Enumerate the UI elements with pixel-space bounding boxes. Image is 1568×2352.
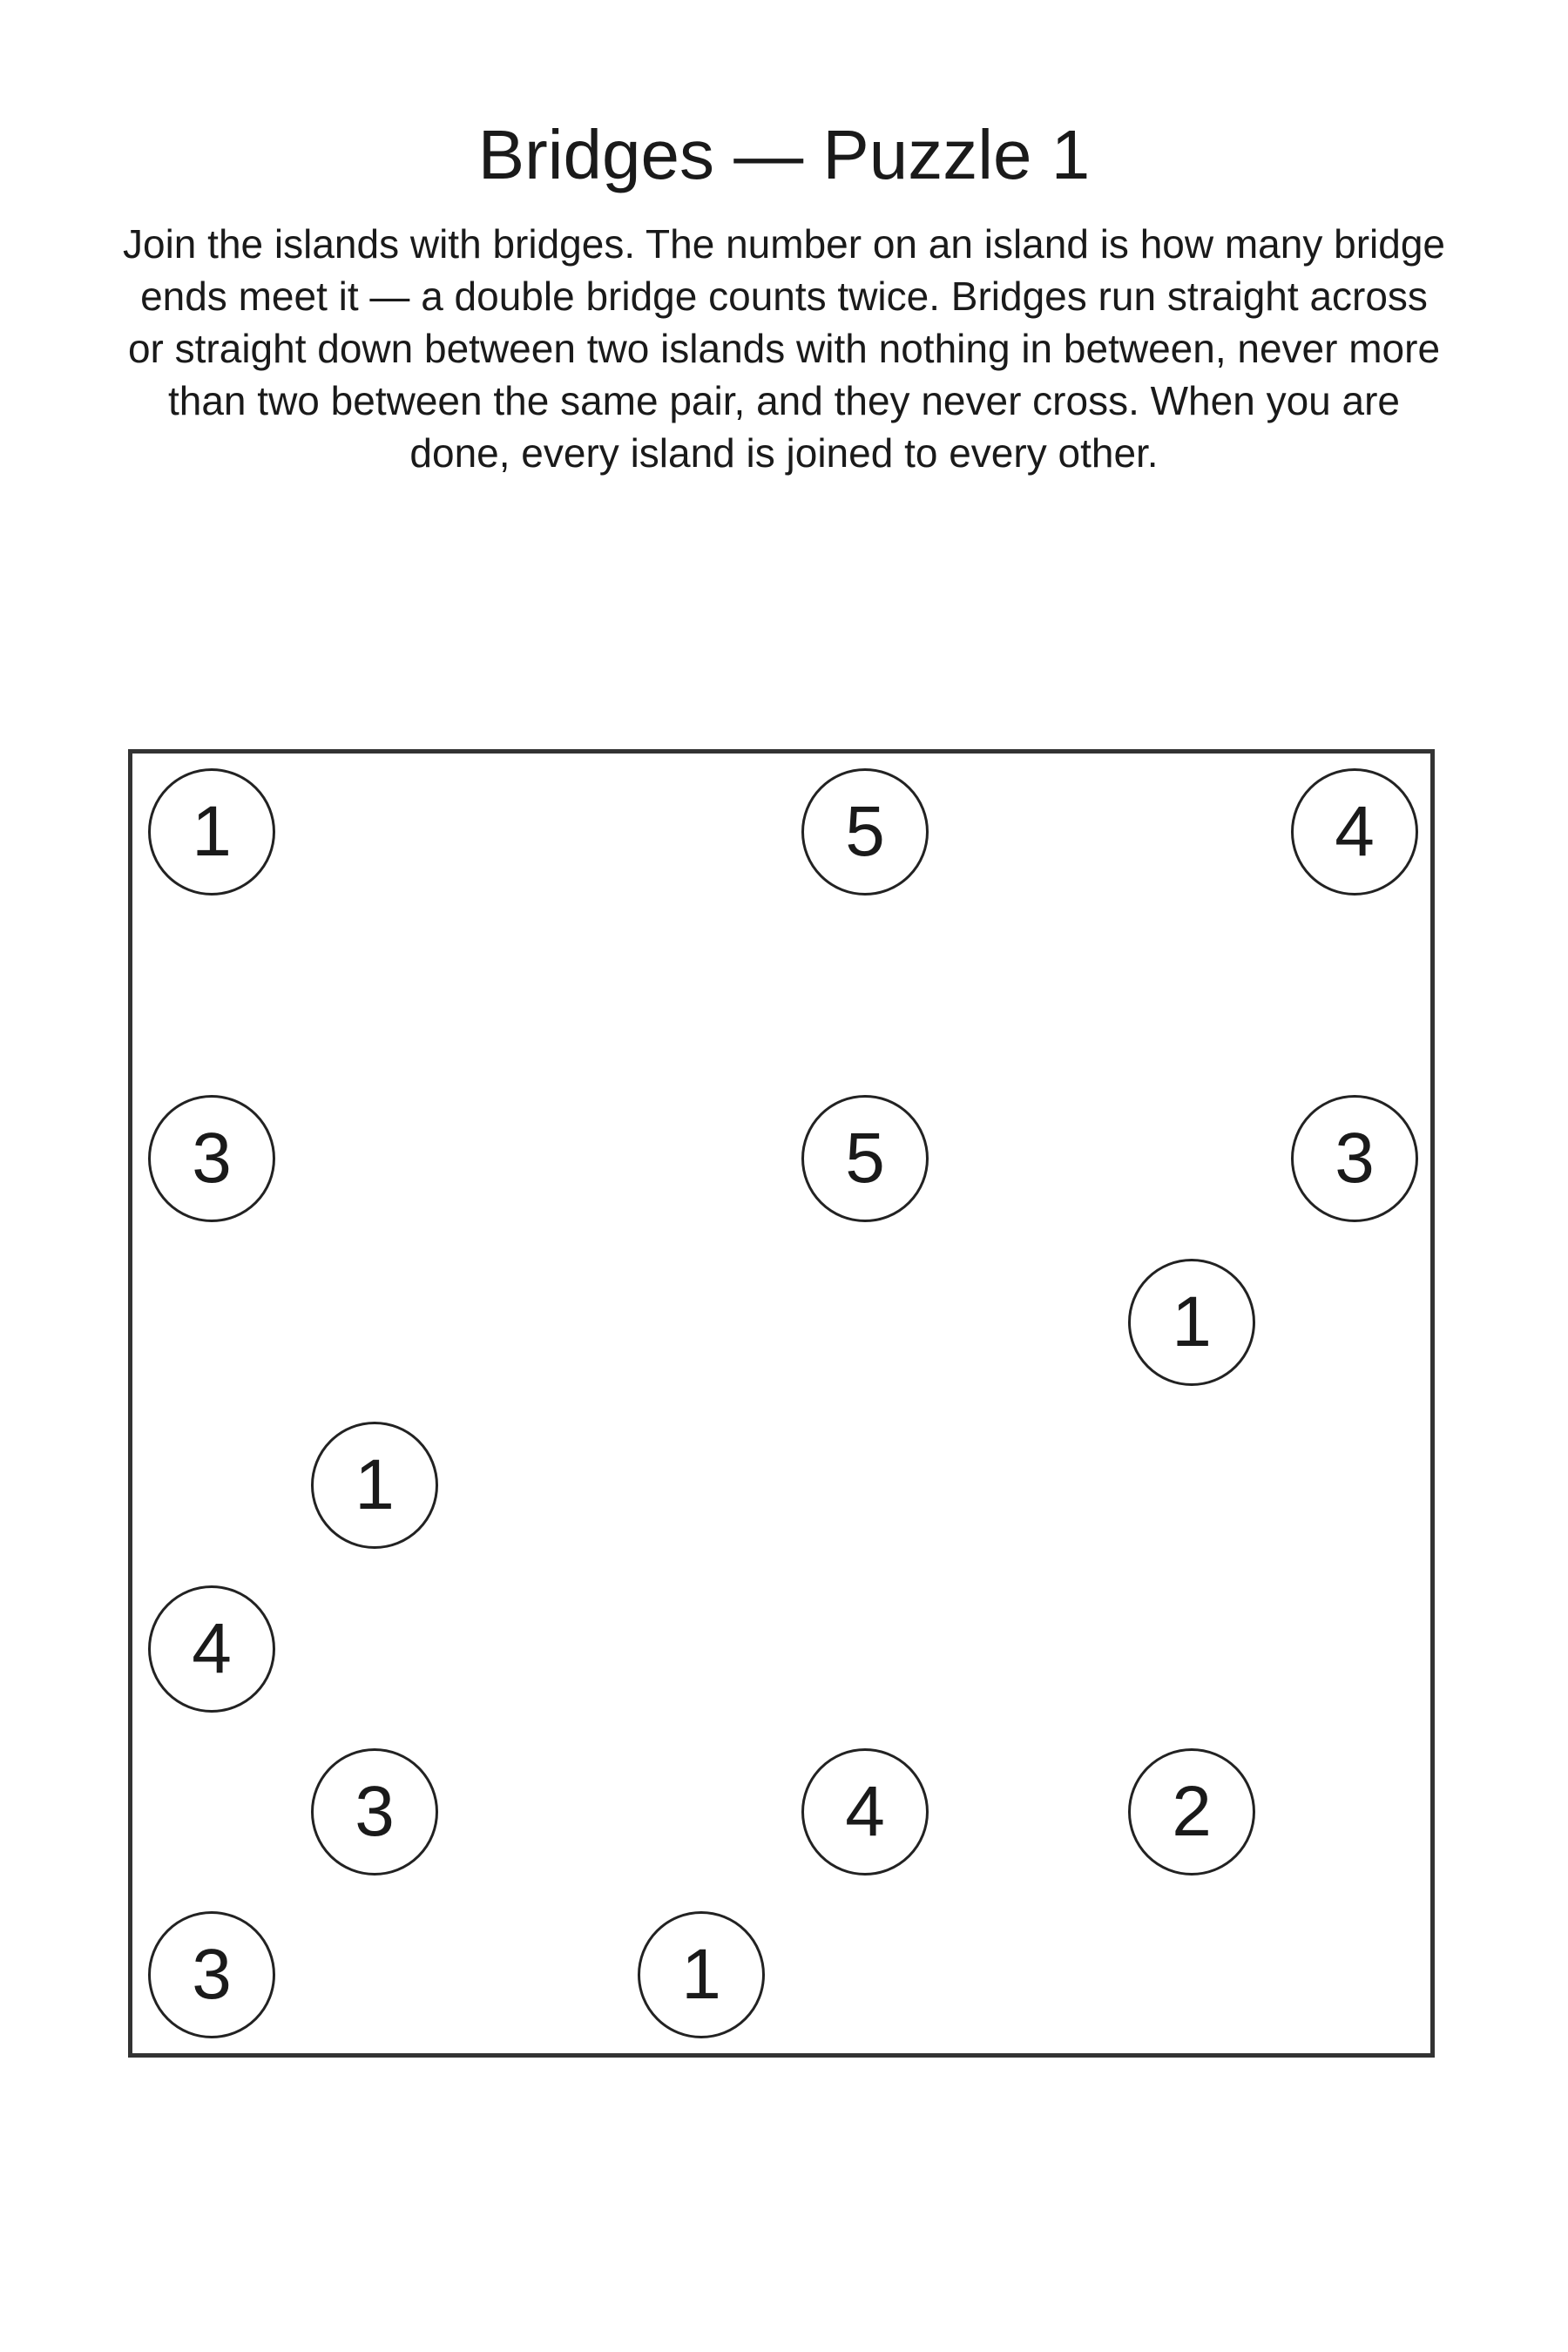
island[interactable]: 1 bbox=[1128, 1259, 1255, 1386]
island[interactable]: 3 bbox=[311, 1748, 438, 1876]
island[interactable]: 4 bbox=[148, 1585, 275, 1713]
puzzle-title: Bridges — Puzzle 1 bbox=[477, 116, 1091, 193]
island[interactable]: 5 bbox=[801, 1095, 929, 1222]
island[interactable]: 1 bbox=[638, 1911, 765, 2038]
puzzle-instructions: Join the islands with bridges. The number on an island is how many bridge ends meet it — a double bridge counts twice. Bridges run straight across or straight down between two islands with nothing in between, never more than two between the same pair, and they never cross. When you are done, every island is joined to every other. bbox=[123, 221, 1445, 476]
island[interactable]: 1 bbox=[148, 768, 275, 896]
island[interactable]: 1 bbox=[311, 1422, 438, 1549]
island[interactable]: 3 bbox=[148, 1911, 275, 2038]
island[interactable]: 3 bbox=[148, 1095, 275, 1222]
island[interactable]: 5 bbox=[801, 768, 929, 896]
island[interactable]: 2 bbox=[1128, 1748, 1255, 1876]
island[interactable]: 3 bbox=[1291, 1095, 1418, 1222]
puzzle-board[interactable] bbox=[128, 749, 1435, 2058]
island[interactable]: 4 bbox=[1291, 768, 1418, 896]
island[interactable]: 4 bbox=[801, 1748, 929, 1876]
